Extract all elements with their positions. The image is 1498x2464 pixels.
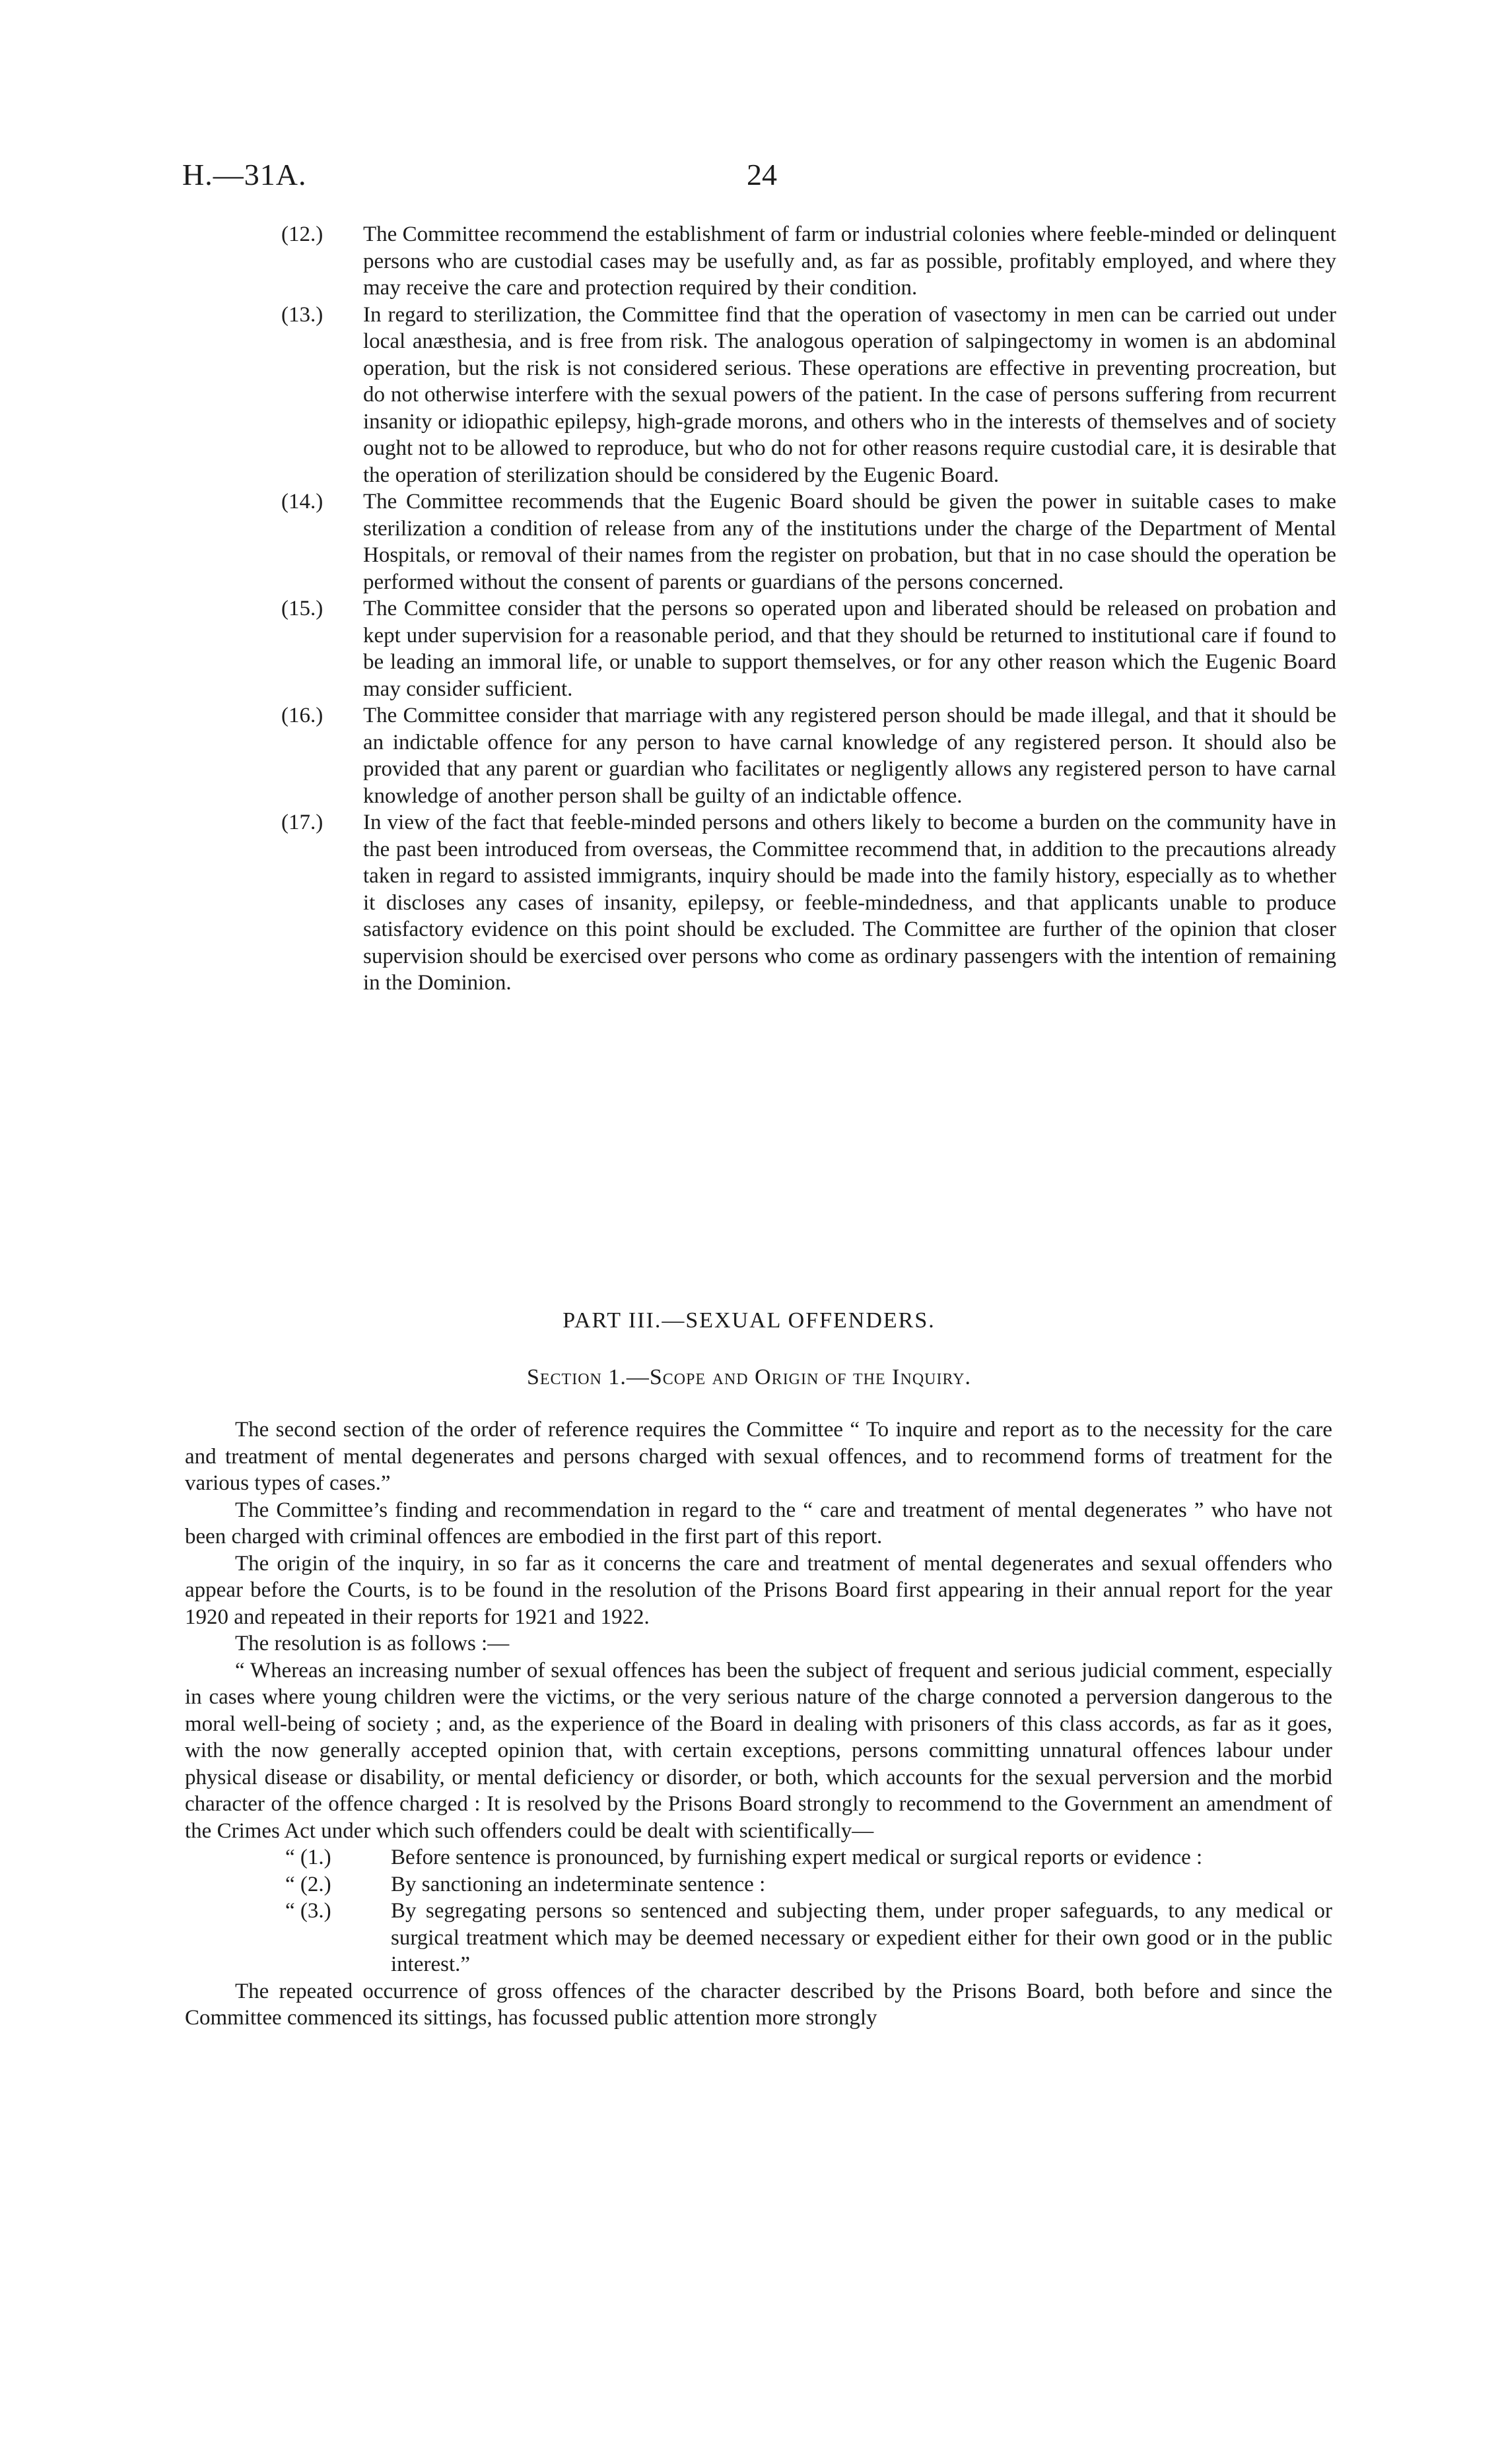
sub-item-number: “ (2.) [285, 1872, 331, 1896]
paragraph: The repeated occurrence of gross offences of the character described by the Prisons Board, both before and since the Committee commenced its sittings, has focussed public attention more strongly [185, 1979, 1332, 2030]
recommendation-item [281, 488, 1336, 595]
resolution-sub-item [185, 1898, 1332, 1978]
item-text: In regard to sterilization, the Committee find that the operation of vasectomy in men can be carried out under local anæsthesia, and is free from risk. The analogous operation of salpingectomy in women is an abdominal operation, but the risk is not considered serious. These operations are effective in preventing procreation, but do not otherwise interfere with the sexual powers of the patient. In the case of persons suffering from recurrent insanity or idiopathic epilepsy, high-grade morons, and others who in the interests of themselves and of society ought not to be allowed to reproduce, but who do not for other reasons require custodial care, it is desirable that the operation of sterilization should be considered by the Eugenic Board. [363, 302, 1336, 487]
item-text: In view of the fact that feeble-minded persons and others likely to become a burden on the community have in the past been introduced from overseas, the Committee recommend that, in addition to the precautions already taken in regard to assisted immigrants, inquiry should be made into the family history, especially as to whether it discloses any cases of insanity, epilepsy, or feeble-mindedness, and that applicants unable to produce satisfactory evidence on this point should be excluded. The Committee are further of the opinion that closer supervision should be exercised over persons who come as ordinary passengers with the intention of remaining in the Dominion. [363, 811, 1336, 995]
item-text: The Committee consider that marriage with any registered person should be made illegal, and that it should be an indictable offence for any person to have carnal knowledge of any registered person. It should also be provided that any parent or guardian who facilitates or negligently allows any registered person to have carnal knowledge of another person shall be guilty of an indictable offence. [363, 704, 1336, 808]
item-number: (17.) [281, 811, 323, 834]
item-text: The Committee recommend the establishment of farm or industrial colonies where feeble-minded or delinquent persons who are custodial cases may be usefully and, as far as possible, profitably employed, and where they may receive the care and protection required by their condition. [363, 222, 1336, 300]
item-text: The Committee consider that the persons so operated upon and liberated should be released on probation and kept under supervision for a reasonable period, and that they should be returned to institutional care if found to be leading an immoral life, or unable to support themselves, or for any other reason which the Eugenic Board may consider sufficient. [363, 597, 1336, 701]
sub-item-number: “ (1.) [285, 1846, 331, 1869]
page-header [182, 157, 1331, 203]
item-number: (12.) [281, 222, 323, 246]
resolution-sub-item [185, 1844, 1332, 1871]
item-number: (14.) [281, 490, 323, 514]
paragraph: The resolution is as follows :— [235, 1632, 510, 1655]
sub-item-text: By sanctioning an indeterminate sentence : [391, 1872, 766, 1896]
document-code: H.—31A. [182, 158, 307, 191]
part-heading: PART III.—SEXUAL OFFENDERS. [562, 1308, 936, 1333]
paragraph: The second section of the order of reference requires the Committee “ To inquire and report as to the necessity for the care and treatment of mental degenerates and persons charged with sexual offences, and to recommend forms of treatment for the various types of cases.” [185, 1418, 1332, 1495]
paragraph: The origin of the inquiry, in so far as it concerns the care and treatment of mental degenerates and sexual offenders who appear before the Courts, is to be found in the resolution of the Prisons Board first appearing in their annual report for the year 1920 and repeated in their reports for 1921 and 1922. [185, 1551, 1332, 1629]
resolution-quote: “ Whereas an increasing number of sexual offences has been the subject of frequent and serious judicial comment, especially in cases where young children were the victims, or the very serious nature of the charge connoted a perversion dangerous to the moral well-being of society ; and, as the experience of the Board in dealing with prisoners of this class accords, as far as it goes, with the now generally accepted opinion that, with certain exceptions, persons committing unnatural offences labour under physical disease or disability, or mental deficiency or disorder, or both, which accounts for the sexual perversion and the morbid character of the offence charged : It is resolved by the Prisons Board strongly to recommend to the Government an amendment of the Crimes Act under which such offenders could be dealt with scientifically— [185, 1658, 1332, 1843]
sub-item-text: Before sentence is pronounced, by furnishing expert medical or surgical reports or evidence : [391, 1846, 1203, 1869]
recommendation-item [281, 809, 1336, 997]
page-number: 24 [747, 158, 777, 191]
sub-item-text: By segregating persons so sentenced and subjecting them, under proper safeguards, to any medical or surgical treatment which may be deemed necessary or expedient either for their own good or in the public interest.” [391, 1899, 1332, 1976]
recommendations-list [281, 221, 1336, 997]
paragraph: The Committee’s finding and recommendation in regard to the “ care and treatment of mental degenerates ” who have not been charged with criminal offences are embodied in the first part of this report. [185, 1498, 1332, 1548]
item-text: The Committee recommends that the Eugenic Board should be given the power in suitable cases to make sterilization a condition of release from any of the institutions under the charge of the Department of Mental Hospitals, or removal of their names from the register on probation, but that in no case should the operation be performed without the consent of parents or guardians of the persons concerned. [363, 490, 1336, 594]
recommendation-item [281, 595, 1336, 702]
resolution-sub-item [185, 1871, 1332, 1898]
recommendation-item [281, 221, 1336, 302]
section-heading: Section 1.—Scope and Origin of the Inquiry. [526, 1365, 971, 1389]
item-number: (15.) [281, 597, 323, 620]
recommendation-item [281, 702, 1336, 809]
item-number: (13.) [281, 302, 323, 327]
recommendation-item [281, 302, 1336, 489]
item-number: (16.) [281, 704, 323, 727]
body-text [185, 1416, 1332, 2032]
sub-item-number: “ (3.) [285, 1899, 331, 1923]
